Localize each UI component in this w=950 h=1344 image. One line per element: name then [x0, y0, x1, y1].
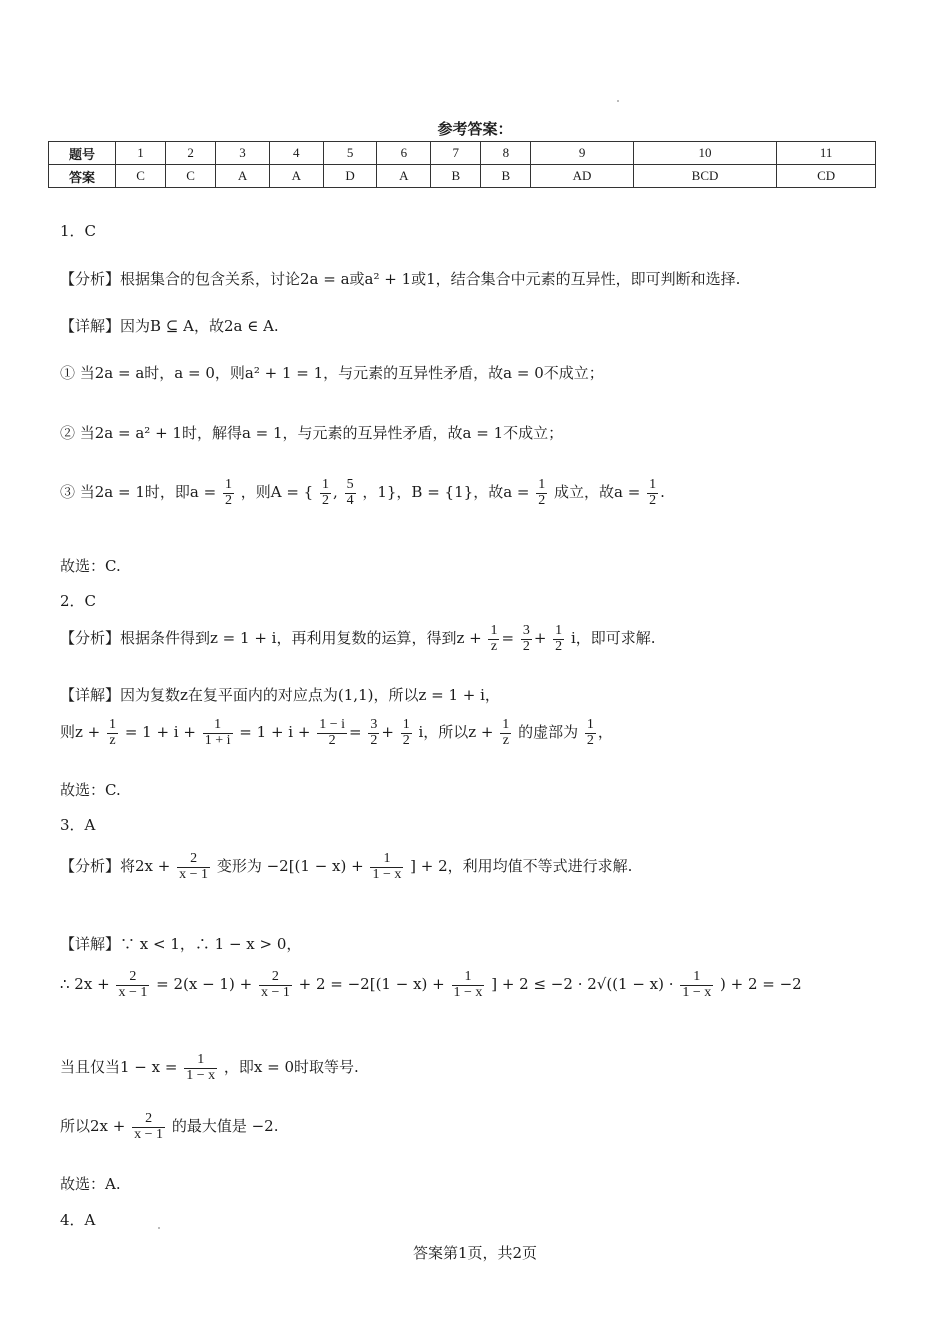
q3-calc-text: = 2(x − 1) +: [156, 975, 253, 994]
q3-maximum: [60, 1112, 278, 1142]
answer-cell: D: [323, 165, 377, 188]
question-number: 11: [777, 142, 876, 165]
q1-case-3: ③ 当2a = 1时，即a = $\frac{1}{2}$ ，则A = { $\frac{1}{2}$ , $\frac{5}{4}$ ，1}，B = {1}，故a = $\frac{1}{2}$ 成立，故a = $\frac{1}{2}$ .: [60, 477, 665, 508]
fraction-one-half: $\frac{1}{2}$: [224, 477, 232, 508]
q3-equality-condition: [60, 1053, 359, 1083]
q3-analysis-text: 变形为 −2[(1 − x) +: [216, 857, 364, 876]
answer-table: [48, 141, 876, 188]
q1-case-1: ① 当2a = a时，a = 0，则a² + 1 = 1，与元素的互异性矛盾，故a = 0不成立；: [60, 364, 604, 382]
scan-dot: [158, 1227, 160, 1229]
fraction-one-over-one-minus-x: $\frac{1}{1 - x}$: [186, 1052, 216, 1083]
row-header-answer: 答案: [49, 165, 116, 188]
q2-calc-text: i，所以z +: [418, 723, 494, 742]
answer-cell: AD: [531, 165, 633, 188]
q2-analysis: 【分析】根据条件得到z = 1 + i，再利用复数的运算，得到z + $\frac{1}{z}$ = $\frac{3}{2}$ + $\frac{1}{2}$ i，即可求解.: [60, 623, 656, 654]
q4-heading: 4．A: [60, 1211, 96, 1229]
fraction-three-halves: $\frac{3}{2}$: [522, 623, 530, 654]
q2-conclusion: 故选：C.: [60, 781, 121, 799]
q1-case-2: ② 当2a = a² + 1时，解得a = 1，与元素的互异性矛盾，故a = 1不成立；: [60, 424, 564, 442]
fraction-two-over-x-minus-one: $\frac{2}{x - 1}$: [179, 851, 209, 882]
fraction-one-over-one-minus-x: $\frac{1}{1 - x}$: [453, 969, 483, 1000]
question-number: 9: [531, 142, 633, 165]
answer-cell: B: [481, 165, 531, 188]
q3-calc-text: + 2 = −2[(1 − x) +: [298, 975, 445, 994]
answer-cell: C: [116, 165, 166, 188]
q1-case3-text: ，则A = {: [240, 483, 314, 502]
q3-equality-text: ，即x = 0时取等号.: [223, 1058, 359, 1077]
q3-calc-text: ] + 2 ≤ −2 · 2√((1 − x) ·: [491, 975, 674, 994]
page-title: 参考答案：: [437, 120, 513, 138]
q1-analysis: 【分析】根据集合的包含关系，讨论2a = a或a² + 1或1，结合集合中元素的互异性，即可判断和选择.: [60, 270, 741, 288]
fraction-one-half: $\frac{1}{2}$: [402, 717, 410, 748]
q2-analysis-text: 【分析】根据条件得到z = 1 + i，再利用复数的运算，得到z +: [60, 629, 482, 648]
fraction-one-half: $\frac{1}{2}$: [538, 477, 546, 508]
fraction-one-minus-i-over-two: $\frac{1 - i}{2}$: [319, 717, 345, 748]
q2-heading: 2．C: [60, 592, 97, 610]
q1-detail: 【详解】因为B ⊆ A，故2a ∈ A.: [60, 317, 279, 335]
q2-calc-text: 则z +: [60, 723, 101, 742]
q1-case3-text: ③ 当2a = 1时，即a =: [60, 483, 217, 502]
fraction-one-half: $\frac{1}{2}$: [649, 477, 657, 508]
fraction-one-over-z: $\frac{1}{z}$: [502, 717, 510, 748]
q3-calc-text: ) + 2 = −2: [720, 975, 802, 994]
question-number: 3: [216, 142, 270, 165]
fraction-two-over-x-minus-one: $\frac{2}{x - 1}$: [260, 969, 290, 1000]
q3-analysis-text: ] + 2，利用均值不等式进行求解.: [410, 857, 633, 876]
question-number: 6: [377, 142, 431, 165]
question-number: 4: [269, 142, 323, 165]
question-number: 2: [166, 142, 216, 165]
answer-cell: A: [377, 165, 431, 188]
scan-dot: [617, 100, 619, 102]
q2-analysis-text: i，即可求解.: [570, 629, 656, 648]
question-number: 7: [431, 142, 481, 165]
q2-detail: 【详解】因为复数z在复平面内的对应点为(1,1)，所以z = 1 + i，: [60, 686, 500, 704]
answer-cell: BCD: [633, 165, 777, 188]
fraction-one-over-one-minus-x: $\frac{1}{1 - x}$: [372, 851, 402, 882]
fraction-one-over-z: $\frac{1}{z}$: [490, 623, 498, 654]
q1-heading: 1．C: [60, 222, 97, 240]
q1-case3-text: 成立，故a =: [554, 483, 641, 502]
q3-calculation: [60, 970, 802, 1000]
row-header-number: 题号: [49, 142, 116, 165]
page-footer: 答案第1页，共2页: [412, 1244, 538, 1262]
q3-heading: 3．A: [60, 816, 96, 834]
fraction-one-half: $\frac{1}{2}$: [555, 623, 563, 654]
fraction-five-fourths: $\frac{5}{4}$: [346, 477, 354, 508]
fraction-one-over-one-plus-i: $\frac{1}{1 + i}$: [204, 717, 231, 748]
q2-calculation: 则z + $\frac{1}{z}$ = 1 + i + $\frac{1}{1 + i}$ = 1 + i + $\frac{1 - i}{2}$ = $\frac{3}{2}$ + $\frac{1}{2}$ i，所以z + $\frac{1}{z}$ 的虚部为 $\frac{1}{2}$ ，: [60, 717, 613, 748]
answer-cell: B: [431, 165, 481, 188]
q1-case3-text: ，1}，B = {1}，故a =: [362, 483, 530, 502]
answer-cell: A: [216, 165, 270, 188]
table-row-numbers: [49, 142, 876, 165]
fraction-three-halves: $\frac{3}{2}$: [370, 717, 378, 748]
fraction-one-half: $\frac{1}{2}$: [586, 717, 594, 748]
q3-equality-text: 当且仅当1 − x =: [60, 1058, 178, 1077]
question-number: 5: [323, 142, 377, 165]
answer-cell: A: [269, 165, 323, 188]
q3-detail: 【详解】∵ x < 1，∴ 1 − x > 0，: [60, 935, 302, 953]
q2-calc-text: 的虚部为: [518, 723, 579, 742]
answer-cell: C: [166, 165, 216, 188]
question-number: 10: [633, 142, 777, 165]
fraction-one-over-z: $\frac{1}{z}$: [109, 717, 117, 748]
q3-analysis: [60, 852, 632, 882]
question-number: 8: [481, 142, 531, 165]
q3-calc-text: ∴ 2x +: [60, 975, 110, 994]
fraction-one-over-one-minus-x: $\frac{1}{1 - x}$: [682, 969, 712, 1000]
answer-cell: CD: [777, 165, 876, 188]
q3-analysis-text: 【分析】将2x +: [60, 857, 171, 876]
q2-calc-text: = 1 + i +: [239, 723, 311, 742]
q1-conclusion: 故选：C.: [60, 557, 121, 575]
q3-max-text: 所以2x +: [60, 1117, 126, 1136]
fraction-two-over-x-minus-one: $\frac{2}{x - 1}$: [134, 1111, 164, 1142]
q2-calc-text: = 1 + i +: [124, 723, 196, 742]
q3-conclusion: 故选：A.: [60, 1175, 121, 1193]
fraction-one-half: $\frac{1}{2}$: [322, 477, 330, 508]
q3-max-text: 的最大值是 −2.: [171, 1117, 279, 1136]
fraction-two-over-x-minus-one: $\frac{2}{x - 1}$: [118, 969, 148, 1000]
table-row-answers: [49, 165, 876, 188]
question-number: 1: [116, 142, 166, 165]
